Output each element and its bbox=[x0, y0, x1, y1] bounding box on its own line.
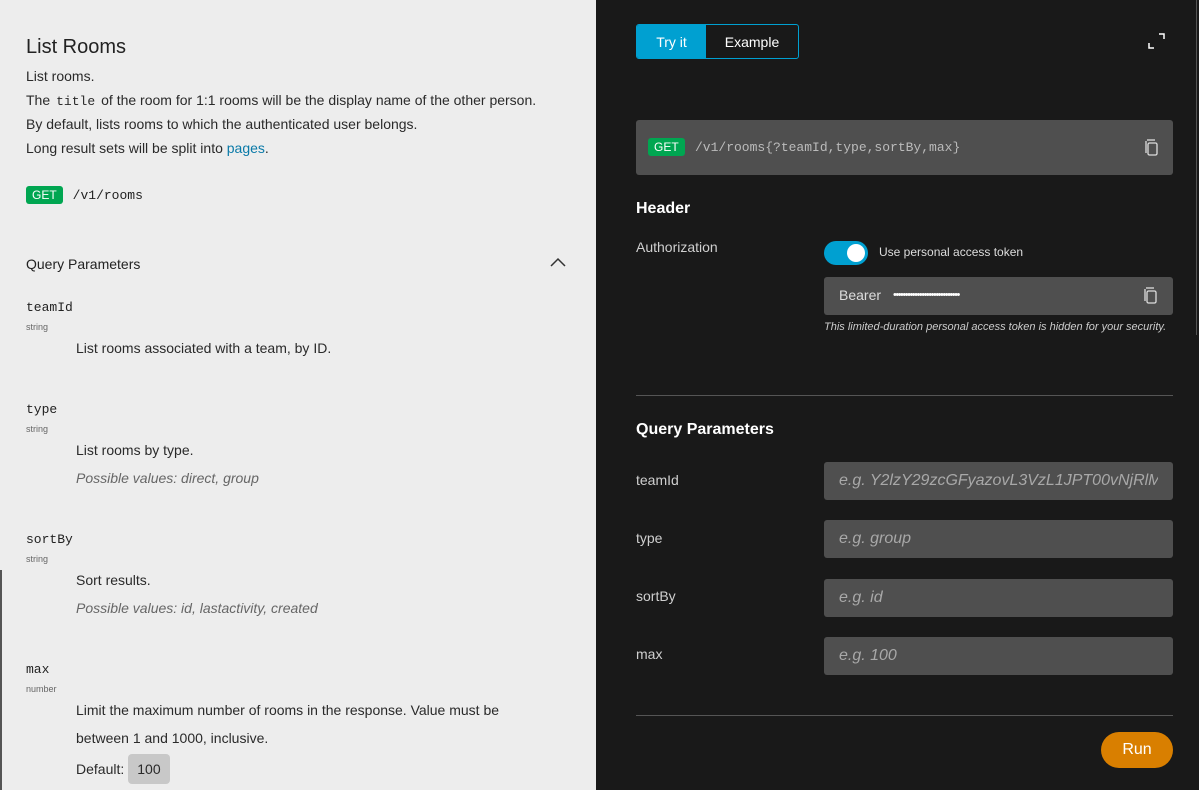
run-button[interactable]: Run bbox=[1101, 732, 1173, 768]
param-default bbox=[76, 761, 170, 777]
endpoint-path: /v1/rooms bbox=[72, 187, 143, 203]
chevron-up-icon[interactable] bbox=[550, 257, 566, 267]
header-heading: Header bbox=[636, 200, 691, 217]
param-desc: Limit the maximum number of rooms in the response. Value must be bbox=[76, 702, 500, 718]
method-badge: GET bbox=[26, 186, 63, 204]
description-line: By default, lists rooms to which the authenticated user belongs. bbox=[26, 116, 418, 132]
page-title: List Rooms bbox=[26, 36, 127, 58]
request-url-box bbox=[636, 120, 1173, 175]
copy-icon[interactable] bbox=[1144, 139, 1160, 157]
param-type: string bbox=[26, 554, 49, 564]
token-masked: •••••••••••••••••••••••••••• bbox=[893, 289, 959, 301]
param-desc: between 1 and 1000, inclusive. bbox=[76, 730, 269, 746]
pages-link[interactable]: pages bbox=[226, 140, 265, 156]
endpoint bbox=[26, 186, 143, 204]
text: . bbox=[264, 140, 269, 156]
query-parameters-heading: Query Parameters bbox=[26, 256, 141, 272]
divider bbox=[636, 715, 1173, 716]
view-tabs bbox=[636, 24, 799, 59]
param-name: type bbox=[26, 402, 58, 417]
param-type: string bbox=[26, 322, 49, 332]
teamid-input[interactable] bbox=[824, 462, 1173, 500]
param-name: teamId bbox=[26, 300, 73, 315]
token-note: This limited-duration personal access token is hidden for your security. bbox=[824, 321, 1167, 333]
toggle-knob bbox=[847, 244, 865, 262]
authorization-label: Authorization bbox=[636, 239, 718, 255]
param-desc: Sort results. bbox=[76, 572, 151, 588]
bearer-field bbox=[824, 277, 1173, 315]
bearer-label: Bearer bbox=[839, 287, 882, 303]
description-line: List rooms. bbox=[26, 68, 95, 84]
param-values: Possible values: id, lastactivity, created bbox=[76, 600, 318, 616]
param-type: string bbox=[26, 424, 49, 434]
tab-example[interactable]: Example bbox=[724, 33, 780, 50]
expand-icon[interactable] bbox=[1148, 33, 1166, 49]
method-badge: GET bbox=[648, 138, 685, 156]
inline-code: title bbox=[56, 94, 96, 109]
param-name: max bbox=[26, 662, 50, 677]
request-url: /v1/rooms{?teamId,type,sortBy,max} bbox=[695, 140, 961, 155]
toggle-label: Use personal access token bbox=[879, 245, 1024, 259]
text: The bbox=[26, 92, 51, 108]
sortby-input[interactable] bbox=[824, 579, 1173, 617]
default-label: Default: bbox=[76, 761, 125, 777]
max-input[interactable] bbox=[824, 637, 1173, 675]
docs-panel bbox=[0, 0, 596, 790]
param-desc: List rooms associated with a team, by ID. bbox=[76, 340, 332, 356]
text: of the room for 1:1 rooms will be the display name of the other person. bbox=[101, 92, 537, 108]
param-name: sortBy bbox=[26, 532, 73, 547]
input-label: max bbox=[636, 646, 663, 662]
input-label: sortBy bbox=[636, 588, 676, 604]
query-parameters-heading: Query Parameters bbox=[636, 421, 774, 438]
default-value: 100 bbox=[128, 754, 169, 784]
param-desc: List rooms by type. bbox=[76, 442, 194, 458]
tab-try-it[interactable]: Try it bbox=[637, 25, 706, 58]
param-values: Possible values: direct, group bbox=[76, 470, 259, 486]
personal-token-toggle[interactable] bbox=[824, 241, 868, 265]
type-input[interactable] bbox=[824, 520, 1173, 558]
input-label: type bbox=[636, 530, 663, 546]
divider bbox=[636, 395, 1173, 396]
panel-edge bbox=[0, 570, 2, 790]
param-type: number bbox=[26, 684, 57, 694]
try-it-panel bbox=[596, 0, 1199, 790]
description-line bbox=[26, 92, 536, 109]
input-label: teamId bbox=[636, 472, 679, 488]
copy-icon[interactable] bbox=[1143, 287, 1159, 305]
panel-edge bbox=[1196, 0, 1197, 335]
text: Long result sets will be split into bbox=[26, 140, 227, 156]
description-line bbox=[26, 140, 269, 156]
